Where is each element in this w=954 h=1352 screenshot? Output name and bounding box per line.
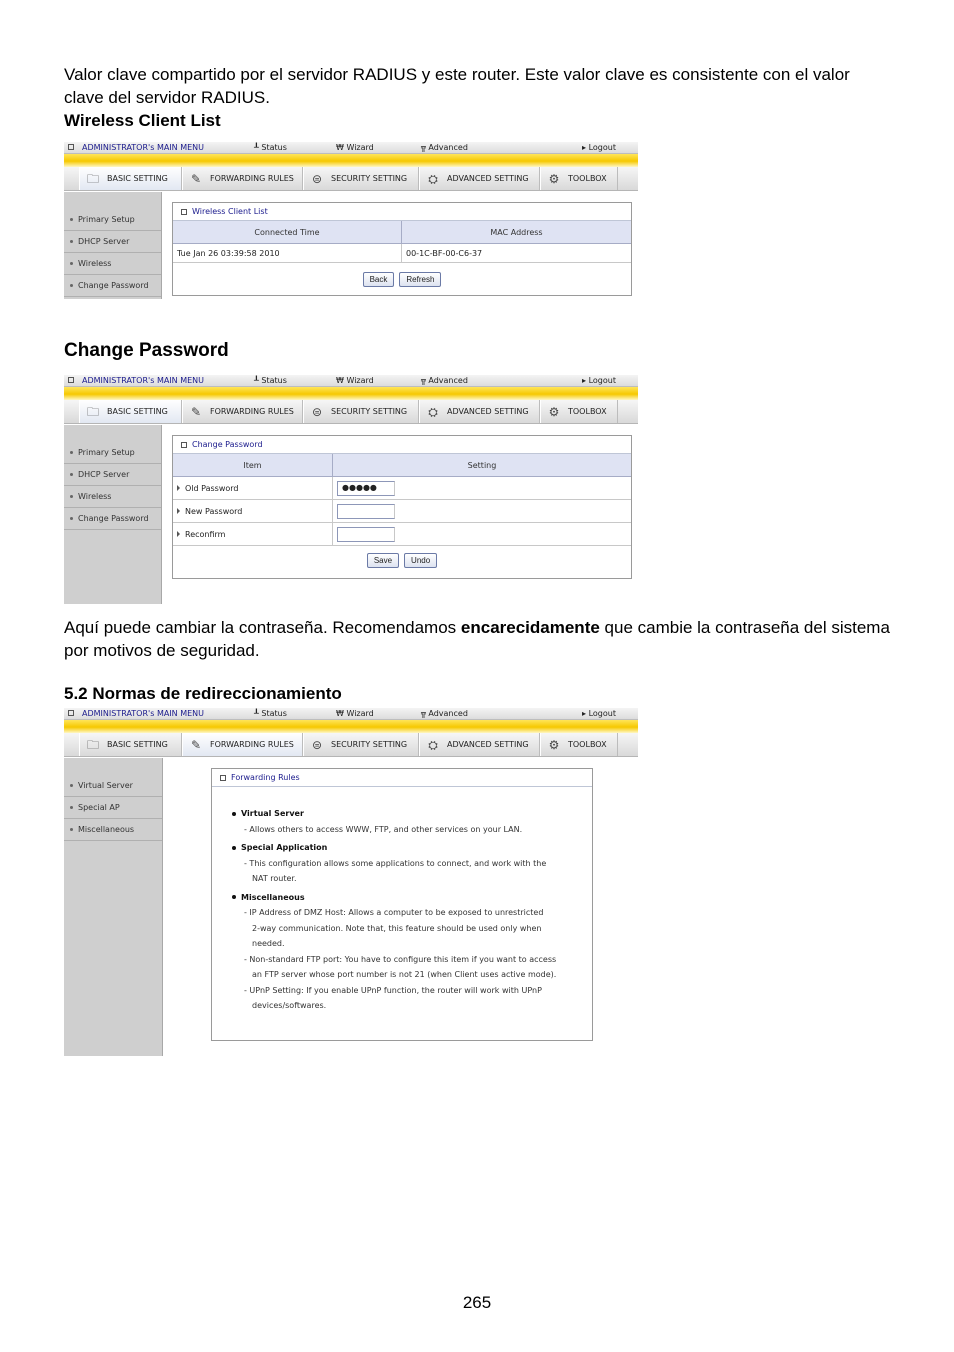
arrow-right-icon [177, 531, 180, 537]
top-menu-bar [64, 375, 638, 387]
panel-title: Forwarding Rules [212, 769, 592, 787]
change-password-paragraph: Aquí puede cambiar la contraseña. Recomendamos encarecidamente que cambie la contraseña del sistema por motivos de seguridad. [64, 618, 890, 660]
sidebar [64, 192, 162, 299]
sidebar-item-change-password[interactable]: Change Password [64, 275, 161, 297]
arrow-right-icon: ▸ [582, 709, 587, 718]
forwarding-icon: ✎ [190, 404, 202, 419]
wireless-client-panel [172, 202, 632, 296]
forwarding-icon: ✎ [190, 737, 202, 752]
col-connected-time: Connected Time [173, 221, 402, 243]
tab-forwarding-rules[interactable]: ✎ FORWARDING RULES [182, 167, 303, 190]
forwarding-rules-heading: 5.2 Normas de redireccionamiento [64, 684, 342, 703]
col-mac-address: MAC Address [490, 227, 543, 237]
advanced-setting-icon: ⛭ [428, 404, 438, 419]
reconfirm-label: Reconfirm [173, 523, 333, 545]
panel-title: Wireless Client List [173, 203, 631, 221]
table-row [173, 244, 631, 263]
toolbox-icon: ⚙ [548, 171, 560, 186]
arrow-right-icon [177, 485, 180, 491]
yellow-band [64, 154, 638, 167]
sidebar-item-primary-setup[interactable]: Primary Setup [64, 442, 161, 464]
top-menu-bar [64, 142, 638, 154]
square-icon [68, 144, 74, 150]
wireless-client-list-heading: Wireless Client List [64, 111, 221, 130]
arrow-right-icon: ▸ [582, 376, 587, 385]
table-row [173, 477, 631, 500]
status-link[interactable]: ┸ Status [254, 376, 287, 385]
advanced-icon: ╦ [421, 376, 426, 385]
change-password-panel [172, 435, 632, 579]
router-screenshot-change-password [64, 375, 638, 604]
sidebar-item-dhcp-server[interactable]: DHCP Server [64, 231, 161, 253]
intro-paragraph: Valor clave compartido por el servidor RADIUS y este router. Este valor clave es consistente con el valor clave del servidor RADIUS. [64, 65, 850, 107]
status-icon: ┸ [254, 143, 259, 152]
wizard-link[interactable]: ₩ Wizard [336, 143, 374, 152]
advanced-icon: ╦ [421, 709, 426, 718]
advanced-link[interactable]: ╦ Advanced [421, 376, 468, 385]
tab-toolbox[interactable]: ⚙ TOOLBOX [540, 167, 618, 190]
arrow-right-icon [177, 508, 180, 514]
sidebar [64, 425, 162, 604]
cell-mac-address: 00-1C-BF-00-C6-37 [406, 248, 483, 258]
toolbox-icon: ⚙ [548, 404, 560, 419]
square-icon [68, 710, 74, 716]
square-icon [68, 377, 74, 383]
top-menu-bar [64, 708, 638, 720]
square-icon [220, 775, 226, 781]
new-password-label: New Password [173, 500, 333, 522]
bullet-icon [232, 846, 236, 850]
router-screenshot-wireless [64, 142, 638, 299]
square-icon [181, 209, 187, 215]
bullet-icon [232, 812, 236, 816]
tab-basic-setting[interactable]: 🗀 BASIC SETTING [79, 400, 182, 423]
admin-menu-link[interactable]: ADMINISTRATOR's MAIN MENU [68, 709, 204, 719]
folder-icon: 🗀 [86, 737, 99, 752]
tab-basic-setting[interactable]: 🗀 BASIC SETTING [79, 167, 182, 190]
folder-icon: 🗀 [86, 171, 99, 186]
status-link[interactable]: ┸ Status [254, 143, 287, 152]
sidebar-item-virtual-server[interactable]: Virtual Server [64, 775, 162, 797]
advanced-link[interactable]: ╦ Advanced [421, 709, 468, 718]
logout-link[interactable]: ▸ Logout [582, 709, 616, 718]
tab-security-setting[interactable]: ⊜ SECURITY SETTING [303, 733, 419, 756]
tab-security-setting[interactable]: ⊜ SECURITY SETTING [303, 400, 419, 423]
advanced-link[interactable]: ╦ Advanced [421, 143, 468, 152]
sidebar-item-miscellaneous[interactable]: Miscellaneous [64, 819, 162, 841]
tab-forwarding-rules[interactable]: ✎ FORWARDING RULES [182, 400, 303, 423]
tab-basic-setting[interactable]: 🗀 BASIC SETTING [79, 733, 182, 756]
advanced-icon: ╦ [421, 143, 426, 152]
wizard-link[interactable]: ₩ Wizard [336, 709, 374, 718]
new-password-input[interactable] [337, 504, 395, 519]
virtual-server-title: Virtual Server [232, 806, 582, 822]
save-button[interactable]: Save [367, 553, 399, 568]
wizard-link[interactable]: ₩ Wizard [336, 376, 374, 385]
forwarding-icon: ✎ [190, 171, 202, 186]
forwarding-rules-panel [211, 768, 593, 1041]
back-button[interactable]: Back [363, 272, 395, 287]
status-icon: ┸ [254, 709, 259, 718]
admin-menu-link[interactable]: ADMINISTRATOR's MAIN MENU [68, 376, 204, 386]
page-number: 265 [462, 1293, 492, 1312]
security-icon: ⊜ [311, 737, 323, 752]
button-row [173, 546, 631, 574]
button-row [173, 263, 631, 295]
col-item: Item [173, 454, 333, 476]
security-icon: ⊜ [311, 171, 323, 186]
sidebar-item-wireless[interactable]: Wireless [64, 486, 161, 508]
yellow-band [64, 720, 638, 733]
tab-advanced-setting[interactable]: ⛭ ADVANCED SETTING [419, 733, 540, 756]
miscellaneous-title: Miscellaneous [232, 890, 582, 906]
reconfirm-input[interactable] [337, 527, 395, 542]
panel-title: Change Password [173, 436, 631, 454]
table-row [173, 523, 631, 546]
refresh-button[interactable]: Refresh [399, 272, 441, 287]
table-header [173, 221, 631, 244]
table-header [173, 454, 631, 477]
logout-link[interactable]: ▸ Logout [582, 143, 616, 152]
sidebar [64, 758, 163, 1056]
yellow-band [64, 387, 638, 400]
wizard-icon: ₩ [336, 376, 344, 385]
square-icon [181, 442, 187, 448]
tab-advanced-setting[interactable]: ⛭ ADVANCED SETTING [419, 400, 540, 423]
main-tab-bar [64, 167, 638, 191]
arrow-right-icon: ▸ [582, 143, 587, 152]
router-screenshot-forwarding-rules [64, 708, 638, 1056]
col-setting: Setting [467, 460, 497, 470]
security-icon: ⊜ [311, 404, 323, 419]
main-tab-bar [64, 733, 638, 757]
sidebar-item-dhcp-server[interactable]: DHCP Server [64, 464, 161, 486]
old-password-input[interactable]: ●●●●● [337, 481, 395, 496]
sidebar-item-change-password[interactable]: Change Password [64, 508, 161, 530]
cell-connected-time: Tue Jan 26 03:39:58 2010 [173, 244, 402, 262]
sidebar-item-primary-setup[interactable]: Primary Setup [64, 209, 161, 231]
folder-icon: 🗀 [86, 404, 99, 419]
tab-advanced-setting[interactable]: ⛭ ADVANCED SETTING [419, 167, 540, 190]
table-row [173, 500, 631, 523]
tab-forwarding-rules[interactable]: ✎ FORWARDING RULES [182, 733, 303, 756]
tab-security-setting[interactable]: ⊜ SECURITY SETTING [303, 167, 419, 190]
sidebar-item-wireless[interactable]: Wireless [64, 253, 161, 275]
main-tab-bar [64, 400, 638, 424]
status-icon: ┸ [254, 376, 259, 385]
change-password-heading: Change Password [64, 340, 229, 361]
status-link[interactable]: ┸ Status [254, 709, 287, 718]
tab-toolbox[interactable]: ⚙ TOOLBOX [540, 733, 618, 756]
forwarding-rules-description: Virtual Server - Allows others to access WWW, FTP, and other services on your LAN. Special Application - This configuration allows some applications to connect, and work with the NAT router. Miscellaneous - IP Address of DMZ Host: Allows a computer to be exposed to unrestricted 2-way communication. Note that, this feature should be used only when needed. - Non-standard FTP port: You have to configure this item if you want to access an FTP server whose port number is not 21 (when Client uses active mode). - UPnP Setting: If you enable UPnP function, the router will work with UPnP devices/softwares. [212, 787, 592, 1014]
admin-menu-link[interactable]: ADMINISTRATOR's MAIN MENU [68, 143, 204, 153]
advanced-setting-icon: ⛭ [428, 171, 438, 186]
special-application-title: Special Application [232, 840, 582, 856]
advanced-setting-icon: ⛭ [428, 737, 438, 752]
tab-toolbox[interactable]: ⚙ TOOLBOX [540, 400, 618, 423]
undo-button[interactable]: Undo [404, 553, 437, 568]
toolbox-icon: ⚙ [548, 737, 560, 752]
sidebar-item-special-ap[interactable]: Special AP [64, 797, 162, 819]
bullet-icon [232, 895, 236, 899]
wizard-icon: ₩ [336, 709, 344, 718]
old-password-label: Old Password [173, 477, 333, 499]
wizard-icon: ₩ [336, 143, 344, 152]
logout-link[interactable]: ▸ Logout [582, 376, 616, 385]
